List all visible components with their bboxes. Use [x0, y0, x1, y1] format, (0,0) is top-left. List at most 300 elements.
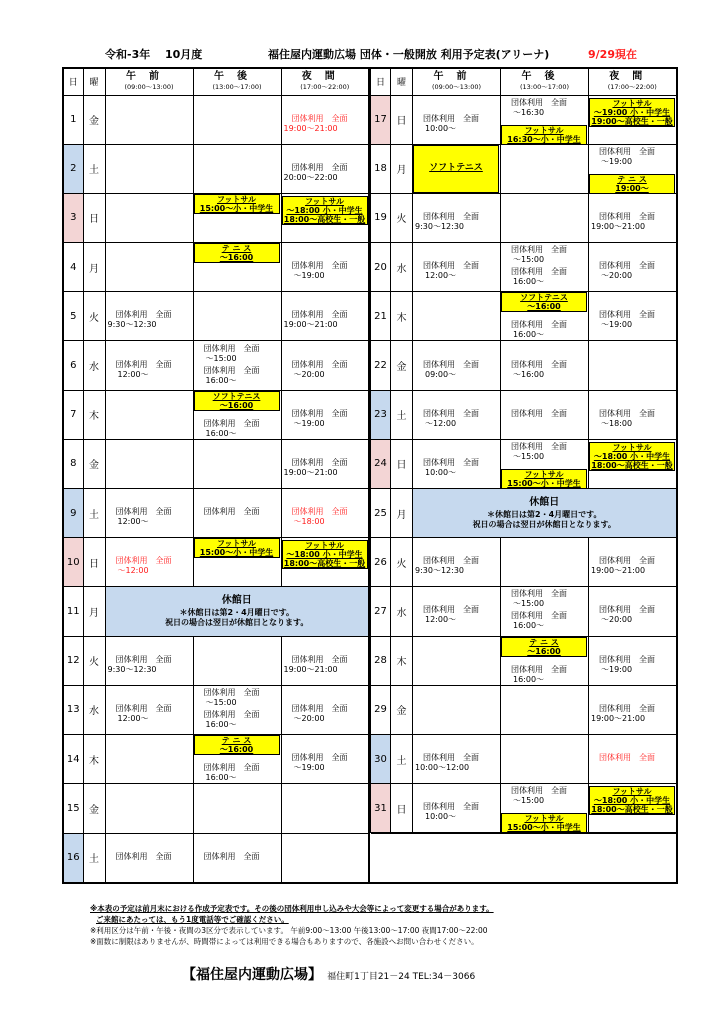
slot-content: [282, 194, 369, 242]
slot-night: [589, 193, 677, 242]
slot-pm: [193, 636, 281, 685]
slot-content: [282, 292, 369, 340]
reservation-line: フットサル: [216, 539, 257, 549]
slot-content: [413, 145, 500, 193]
slot-night: [589, 538, 677, 587]
weekday-label: 月: [391, 144, 413, 193]
reservation-line: テ ニ ス: [529, 637, 559, 647]
time-range: 16:00～: [513, 674, 545, 684]
weekday-label: 木: [83, 390, 105, 439]
group-use-label: 団体利用 全面: [291, 162, 348, 172]
reservation-line: 15:00～小・中学生: [507, 823, 581, 833]
reservation-line: フットサル: [612, 787, 652, 797]
group-use-label: 団体利用 全面: [511, 408, 567, 418]
col-am: 午前 (09:00～13:00): [413, 68, 501, 95]
slot-content: [282, 637, 369, 685]
reservation-line: ～18:00 小・中学生: [593, 451, 671, 461]
day-number: 4: [63, 243, 83, 292]
empty-area: [371, 833, 677, 883]
group-use-label: 団体利用 全面: [423, 556, 479, 566]
group-use-label: 団体利用 全面: [599, 605, 655, 615]
slot-content: [282, 145, 369, 193]
group-use-label: 団体利用 全面: [599, 211, 655, 221]
time-range: 9:30～12:30: [107, 320, 157, 330]
slot-am: [413, 685, 501, 734]
weekday-label: 金: [83, 95, 105, 144]
reservation-line: 19:00～高校生・一般: [591, 116, 673, 126]
weekday-label: 水: [83, 685, 105, 734]
day-row: [63, 390, 677, 439]
weekday-label: 日: [83, 538, 105, 587]
slot-night: [589, 439, 677, 488]
closed-title: 休館日: [221, 595, 252, 607]
group-use-label: 団体利用 全面: [291, 654, 348, 664]
weekday-label: 金: [83, 439, 105, 488]
reservation-line: フットサル: [304, 196, 345, 206]
slot-content: [282, 735, 369, 783]
weekday-label: 土: [391, 734, 413, 783]
group-use-label: 団体利用 全面: [291, 113, 348, 123]
weekday-label: 水: [391, 587, 413, 636]
slot-am: [105, 144, 193, 193]
slot-content: [501, 637, 588, 685]
weekday-label: 月: [391, 489, 413, 538]
futsal-reservation: [282, 196, 368, 225]
col-pm: 午後 (13:00～17:00): [193, 68, 281, 95]
time-range: ～15:00: [513, 796, 545, 806]
slot-content: [106, 194, 193, 242]
footer-address: 福住町1丁目21－24 TEL:34－3066: [327, 972, 476, 982]
reservation-line: 19:00～: [615, 183, 649, 193]
slot-pm: [193, 243, 281, 292]
day-number: 1: [63, 95, 83, 144]
futsal-reservation: [589, 442, 675, 471]
closed-note: 祝日の場合は翌日が休館日となります。: [165, 618, 309, 628]
slot-content: [501, 735, 588, 783]
day-number: 3: [63, 193, 83, 242]
time-range: 16:00～: [205, 428, 237, 438]
slot-content: [282, 784, 369, 832]
time-range: 19:00～21:00: [283, 467, 338, 477]
day-number: 19: [371, 193, 391, 242]
closed-note: 祝日の場合は翌日が休館日となります。: [472, 520, 616, 530]
day-row: [63, 292, 677, 341]
month-label: 10月度: [165, 48, 203, 61]
slot-pm: [501, 292, 589, 341]
day-number: 2: [63, 144, 83, 193]
group-use-label: 団体利用 全面: [423, 457, 479, 467]
schedule-table: [62, 67, 678, 884]
time-range: 19:00～21:00: [283, 123, 338, 133]
slot-content: [589, 538, 676, 586]
time-range: ～20:00: [293, 713, 325, 723]
group-use-label: 団体利用 全面: [511, 245, 567, 255]
tennis-reservation: [589, 174, 675, 194]
slot-content: [106, 342, 193, 390]
futsal-reservation: [589, 786, 675, 815]
time-range: 19:00～21:00: [591, 221, 646, 231]
as-of-date: 9/29現在: [588, 48, 637, 61]
header-row: [63, 68, 677, 95]
group-use-label: 団体利用 全面: [423, 261, 479, 271]
slot-am: [105, 292, 193, 341]
time-range: ～15:00: [205, 697, 237, 707]
time-range: ～19:00: [601, 156, 633, 166]
weekday-label: 木: [83, 734, 105, 783]
slot-content: [194, 686, 281, 734]
day-number: 12: [63, 636, 83, 685]
group-use-label: 団体利用 全面: [511, 611, 567, 621]
slot-content: [194, 391, 281, 439]
slot-am: [105, 95, 193, 144]
slot-pm: [501, 95, 589, 144]
slot-content: [589, 587, 676, 635]
weekday-label: 日: [83, 193, 105, 242]
slot-content: [106, 784, 193, 832]
futsal-reservation: [194, 538, 280, 558]
soft-tennis-reservation: [501, 292, 587, 312]
group-use-label: 団体利用 全面: [203, 343, 260, 353]
slot-night: [281, 193, 369, 242]
slot-pm: [193, 292, 281, 341]
group-use-label: 団体利用 全面: [291, 408, 348, 418]
futsal-reservation: [501, 125, 587, 145]
reservation-line: フットサル: [612, 442, 652, 452]
soft-tennis-reservation: [413, 145, 499, 193]
day-number: 21: [371, 292, 391, 341]
slot-content: [194, 292, 281, 340]
slot-content: [501, 194, 588, 242]
slot-content: [589, 243, 676, 291]
time-range: 09:00～: [425, 369, 457, 379]
day-number: 25: [371, 489, 391, 538]
day-row: [63, 439, 677, 488]
time-range: ～12:00: [425, 418, 457, 428]
slot-content: [106, 538, 193, 586]
closed-day-notice: [105, 587, 369, 636]
slot-am: [413, 193, 501, 242]
slot-pm: [501, 193, 589, 242]
slot-night: [281, 95, 369, 144]
reservation-line: テ ニ ス: [617, 174, 647, 184]
col-night: 夜間 (17:00～22:00): [589, 68, 677, 95]
slot-night: [281, 439, 369, 488]
slot-am: [413, 439, 501, 488]
time-range: 16:00～: [205, 719, 237, 729]
slot-content: [106, 440, 193, 488]
time-range: ～20:00: [601, 271, 633, 281]
day-number: 30: [371, 734, 391, 783]
futsal-reservation: [194, 194, 280, 214]
slot-content: [194, 784, 281, 832]
slot-am: [413, 292, 501, 341]
reservation-line: ソフトテニス: [520, 293, 568, 303]
time-range: 10:00～12:00: [415, 763, 470, 773]
slot-content: [589, 686, 676, 734]
slot-am: [413, 243, 501, 292]
slot-content: [413, 292, 500, 340]
group-use-label: 団体利用 全面: [115, 359, 172, 369]
time-range: 19:00～21:00: [283, 320, 338, 330]
weekday-label: 月: [83, 587, 105, 636]
weekday-label: 水: [391, 243, 413, 292]
slot-night: [589, 685, 677, 734]
slot-content: [413, 637, 500, 685]
slot-pm: [193, 538, 281, 587]
slot-content: [194, 342, 281, 390]
group-use-label: 団体利用 全面: [511, 97, 567, 107]
slot-content: [194, 735, 281, 783]
group-use-label: 団体利用 全面: [203, 418, 260, 428]
slot-am: [413, 390, 501, 439]
slot-night: [281, 489, 369, 538]
slot-am: [105, 538, 193, 587]
group-use-label: 団体利用 全面: [291, 310, 348, 320]
futsal-reservation: [501, 813, 587, 833]
slot-am: [413, 538, 501, 587]
group-use-label: 団体利用 全面: [115, 703, 172, 713]
reservation-line: 18:00～高校生・一般: [591, 460, 673, 470]
reservation-line: ～16:00: [219, 745, 254, 755]
group-use-label: 団体利用 全面: [511, 320, 567, 330]
group-use-label: 団体利用 全面: [599, 703, 655, 713]
day-row: [63, 538, 677, 587]
group-use-label: 団体利用 全面: [599, 556, 655, 566]
group-use-label: 団体利用 全面: [511, 359, 567, 369]
day-number: 14: [63, 734, 83, 783]
weekday-label: 土: [83, 144, 105, 193]
slot-content: [194, 538, 281, 586]
slot-content: [413, 391, 500, 439]
day-number: 27: [371, 587, 391, 636]
slot-am: [413, 734, 501, 783]
footer: [182, 964, 475, 984]
slot-content: [194, 489, 281, 537]
reservation-line: フットサル: [524, 469, 564, 479]
slot-night: [281, 292, 369, 341]
time-range: 19:00～21:00: [283, 664, 338, 674]
slot-content: [194, 637, 281, 685]
note-1: ※本表の予定は前月末における作成予定表です。その後の団体利用申し込みや大会等によって変更する場合があります。: [90, 904, 494, 913]
slot-content: [282, 686, 369, 734]
slot-night: [281, 341, 369, 390]
weekday-label: 日: [391, 95, 413, 144]
group-use-label: 団体利用 全面: [203, 851, 260, 861]
group-use-label: 団体利用 全面: [115, 310, 172, 320]
group-use-label: 団体利用 全面: [115, 556, 172, 566]
day-number: 18: [371, 144, 391, 193]
tennis-reservation: [194, 735, 280, 755]
group-use-label: 団体利用 全面: [291, 359, 348, 369]
weekday-label: 火: [83, 636, 105, 685]
group-use-label: 団体利用 全面: [423, 408, 479, 418]
time-range: 9:30～12:30: [415, 221, 465, 231]
time-range: 16:00～: [513, 277, 545, 287]
slot-night: [589, 292, 677, 341]
slot-am: [105, 193, 193, 242]
group-use-label: 団体利用 全面: [291, 703, 348, 713]
slot-pm: [501, 587, 589, 636]
page-title: 福住屋内運動広場 団体・一般開放 利用予定表(アリーナ): [268, 48, 550, 61]
time-range: 12:00～: [117, 369, 149, 379]
slot-content: [589, 784, 676, 832]
weekday-label: 木: [391, 292, 413, 341]
slot-night: [589, 587, 677, 636]
slot-night: [589, 243, 677, 292]
slot-pm: [501, 243, 589, 292]
day-row: [63, 636, 677, 685]
weekday-label: 木: [391, 636, 413, 685]
time-range: ～15:00: [513, 599, 545, 609]
slot-pm: [193, 833, 281, 883]
slot-am: [413, 636, 501, 685]
slot-content: [106, 145, 193, 193]
slot-am: [105, 439, 193, 488]
reservation-line: フットサル: [612, 98, 652, 108]
reservation-line: 16:30～小・中学生: [507, 134, 581, 144]
slot-pm: [501, 538, 589, 587]
slot-night: [589, 144, 677, 193]
slot-content: [282, 440, 369, 488]
slot-night: [281, 833, 369, 883]
slot-night: [589, 636, 677, 685]
slot-am: [105, 734, 193, 783]
slot-pm: [501, 341, 589, 390]
group-use-label: 団体利用 全面: [599, 261, 655, 271]
group-use-label: 団体利用 全面: [203, 687, 260, 697]
slot-night: [589, 390, 677, 439]
reservation-line: 18:00～高校生・一般: [591, 805, 673, 815]
slot-night: [281, 144, 369, 193]
group-use-label: 団体利用 全面: [291, 753, 348, 763]
time-range: 9:30～12:30: [107, 664, 157, 674]
slot-content: [106, 292, 193, 340]
slot-content: [106, 735, 193, 783]
slot-pm: [193, 784, 281, 834]
slot-pm: [501, 390, 589, 439]
day-number: 8: [63, 439, 83, 488]
weekday-label: 金: [83, 784, 105, 834]
day-number: 31: [371, 784, 391, 834]
slot-am: [413, 784, 501, 834]
slot-am: [105, 833, 193, 883]
day-number: 7: [63, 390, 83, 439]
slot-content: [282, 538, 369, 586]
weekday-label: 水: [83, 341, 105, 390]
slot-content: [106, 391, 193, 439]
reservation-line: ～18:00 小・中学生: [593, 796, 671, 806]
reservation-line: ～18:00 小・中学生: [286, 205, 363, 215]
slot-pm: [501, 439, 589, 488]
slot-night: [281, 784, 369, 834]
note-2: ご来館にあたっては、もう1度電話等でご確認ください。: [96, 915, 289, 924]
slot-night: [281, 685, 369, 734]
group-use-label: 団体利用 全面: [599, 310, 655, 320]
reservation-line: 15:00～小・中学生: [199, 203, 274, 213]
slot-content: [194, 145, 281, 193]
slot-pm: [501, 734, 589, 783]
time-range: ～12:00: [117, 566, 149, 576]
time-range: 12:00～: [117, 713, 149, 723]
slot-content: [589, 292, 676, 340]
group-use-label: 団体利用 全面: [511, 664, 567, 674]
day-number: 24: [371, 439, 391, 488]
day-number: 23: [371, 390, 391, 439]
futsal-reservation: [282, 540, 368, 569]
reservation-line: ～19:00 小・中学生: [593, 107, 671, 117]
day-number: 17: [371, 95, 391, 144]
weekday-label: 土: [83, 489, 105, 538]
slot-content: [413, 587, 500, 635]
time-range: 12:00～: [425, 271, 457, 281]
slot-content: [106, 834, 193, 882]
weekday-label: 土: [83, 833, 105, 883]
slot-content: [413, 686, 500, 734]
slot-am: [105, 390, 193, 439]
slot-content: [413, 96, 500, 144]
slot-pm: [193, 439, 281, 488]
reservation-line: テ ニ ス: [221, 244, 252, 254]
group-use-label: 団体利用 全面: [203, 709, 260, 719]
time-range: ～20:00: [601, 615, 633, 625]
slot-content: [589, 735, 676, 783]
weekday-label: 火: [391, 193, 413, 242]
slot-night: [281, 734, 369, 783]
slot-pm: [501, 784, 589, 834]
group-use-label: 団体利用 全面: [423, 802, 479, 812]
slot-content: [282, 834, 369, 882]
weekday-label: 日: [391, 784, 413, 834]
slot-am: [105, 636, 193, 685]
day-number: 13: [63, 685, 83, 734]
group-use-label: 団体利用 全面: [203, 365, 260, 375]
group-use-label: 団体利用 全面: [115, 851, 172, 861]
slot-content: [413, 440, 500, 488]
reservation-line: 18:00～高校生・一般: [283, 559, 366, 569]
slot-content: [106, 686, 193, 734]
slot-content: [589, 637, 676, 685]
slot-content: [589, 194, 676, 242]
slot-night: [281, 243, 369, 292]
slot-content: [501, 686, 588, 734]
slot-content: [501, 784, 588, 832]
slot-night: [589, 784, 677, 834]
time-range: ～15:00: [513, 255, 545, 265]
slot-content: [501, 342, 588, 390]
reservation-line: テ ニ ス: [221, 736, 252, 746]
era-year: 令和-3年: [105, 48, 151, 61]
slot-pm: [193, 193, 281, 242]
day-row: [63, 193, 677, 242]
time-range: ～18:00: [601, 418, 633, 428]
day-row: [63, 243, 677, 292]
slot-content: [413, 784, 500, 832]
group-use-label: 団体利用 全面: [423, 211, 479, 221]
time-range: ～20:00: [293, 369, 325, 379]
soft-tennis-reservation: [194, 391, 280, 411]
closed-note: ＊休館日は第2・4月曜日です。: [487, 510, 602, 520]
day-number: 15: [63, 784, 83, 834]
group-use-label: 団体利用 全面: [423, 359, 479, 369]
weekday-label: 日: [391, 439, 413, 488]
slot-pm: [501, 636, 589, 685]
slot-content: [194, 834, 281, 882]
slot-night: [281, 538, 369, 587]
slot-content: [589, 96, 676, 144]
day-row: [63, 784, 677, 834]
slot-content: [106, 489, 193, 537]
slot-content: [501, 587, 588, 635]
